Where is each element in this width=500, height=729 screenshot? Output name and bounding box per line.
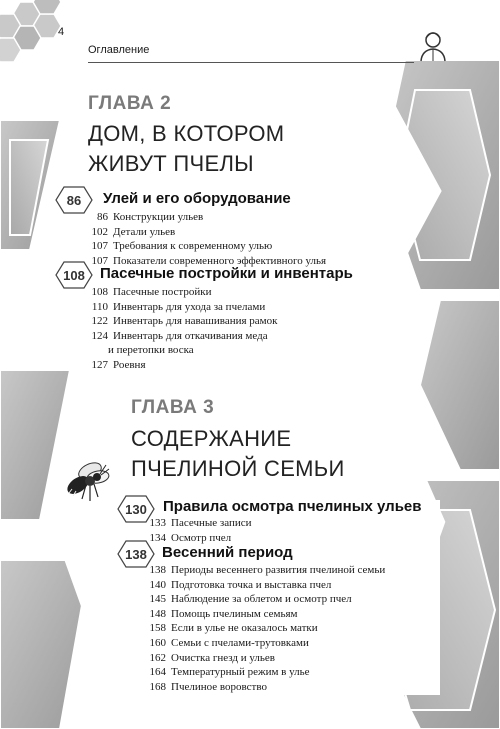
entry-page: 102 <box>91 225 108 238</box>
entry-page: 148 <box>149 607 166 620</box>
section-page-number: 138 <box>125 547 147 562</box>
beekeeper-icon <box>418 30 448 62</box>
bee-icon <box>60 455 114 511</box>
entry-text: Осмотр пчел <box>171 531 232 544</box>
toc-entry[interactable] <box>140 636 385 651</box>
toc-entry[interactable] <box>82 300 277 315</box>
chapter-2-label: ГЛАВА 2 <box>88 93 172 114</box>
toc-entry[interactable] <box>140 516 252 531</box>
entry-page: 140 <box>149 578 166 591</box>
toc-entry-continuation[interactable] <box>108 343 277 358</box>
toc-entry[interactable] <box>82 285 277 300</box>
section-entries <box>82 210 326 268</box>
entry-text: Пасечные записи <box>171 517 252 529</box>
toc-entry[interactable] <box>82 358 277 373</box>
toc-entry[interactable] <box>140 592 385 607</box>
entry-text: Очистка гнезд и ульев <box>171 651 276 664</box>
entry-page: 127 <box>91 358 108 371</box>
entry-page: 107 <box>91 254 108 267</box>
toc-entry[interactable] <box>140 621 385 636</box>
toc-entry[interactable] <box>140 531 252 546</box>
entry-text: Показатели современного эффективного улья <box>113 254 327 267</box>
chapter-2-title <box>88 119 284 179</box>
toc-entry[interactable] <box>82 329 277 344</box>
chapter-3-label: ГЛАВА 3 <box>131 397 215 418</box>
page-number: 4 <box>58 26 65 38</box>
entry-text: Конструкции ульев <box>113 211 204 223</box>
section-title: Весенний период <box>162 544 293 561</box>
toc-entry[interactable] <box>140 607 385 622</box>
entry-text: Подготовка точка и выставка пчел <box>171 578 332 591</box>
toc-entry[interactable] <box>82 210 326 225</box>
section-entries <box>82 285 277 373</box>
toc-entry[interactable] <box>82 314 277 329</box>
entry-page: 124 <box>91 329 108 342</box>
entry-text: Периоды весеннего развития пчелиной семьи <box>171 564 386 576</box>
entry-text: Пасечные постройки <box>113 286 212 298</box>
entry-page: 86 <box>97 211 108 223</box>
entry-page: 107 <box>91 240 108 253</box>
section-title: Правила осмотра пчелиных ульев <box>163 498 422 515</box>
chapter-3-title-line-1: СОДЕРЖАНИЕ <box>131 426 292 451</box>
entry-text: Пчелиное воровство <box>171 680 267 693</box>
entry-text: Инвентарь для навашивания рамок <box>113 315 278 328</box>
entry-text: и перетопки воска <box>108 344 194 357</box>
entry-text: Требования к современному улью <box>113 240 273 253</box>
entry-page: 164 <box>149 666 166 679</box>
section-entries <box>140 516 252 545</box>
entry-text: Инвентарь для откачивания меда <box>113 329 268 342</box>
entry-page: 158 <box>149 622 166 635</box>
chapter-3-title <box>131 424 345 484</box>
entry-page: 168 <box>149 680 166 693</box>
chapter-2-title-line-2: ЖИВУТ ПЧЕЛЫ <box>88 151 254 176</box>
toc-entry[interactable] <box>140 665 385 680</box>
section-title: Пасечные постройки и инвентарь <box>100 265 353 282</box>
toc-entry[interactable] <box>82 239 326 254</box>
entry-page: 138 <box>149 564 166 576</box>
entry-page: 145 <box>149 593 166 606</box>
entry-text: Инвентарь для ухода за пчелами <box>113 300 266 313</box>
section-title: Улей и его оборудование <box>103 190 291 207</box>
entry-text: Детали ульев <box>113 225 176 238</box>
running-head: Оглавление <box>88 44 150 56</box>
section-entries <box>140 563 385 694</box>
entry-text: Температурный режим в улье <box>171 666 310 679</box>
entry-page: 160 <box>149 636 166 649</box>
toc-entry[interactable] <box>140 578 385 593</box>
toc-entry[interactable] <box>82 225 326 240</box>
entry-text: Семьи с пчелами-трутовками <box>171 636 309 649</box>
chapter-2-title-line-1: ДОМ, В КОТОРОМ <box>88 121 285 146</box>
toc-entry[interactable] <box>140 651 385 666</box>
header-rule <box>88 62 414 63</box>
entry-page: 122 <box>91 315 108 328</box>
entry-page: 134 <box>149 531 166 544</box>
toc-entry[interactable] <box>140 563 385 578</box>
entry-page: 110 <box>91 300 108 313</box>
section-page-number: 108 <box>63 268 85 283</box>
entry-text: Наблюдение за облетом и осмотр пчел <box>171 593 352 606</box>
section-page-number: 86 <box>66 193 82 208</box>
entry-text: Помощь пчелиным семьям <box>171 607 298 620</box>
section-page-number: 130 <box>125 502 147 517</box>
toc-entry[interactable] <box>140 680 385 695</box>
chapter-3-title-line-2: ПЧЕЛИНОЙ СЕМЬИ <box>131 456 345 481</box>
entry-page: 133 <box>149 517 166 529</box>
entry-page: 108 <box>91 286 108 298</box>
entry-page: 162 <box>149 651 166 664</box>
entry-text: Если в улье не оказалось матки <box>171 622 318 635</box>
entry-text: Роевня <box>113 358 146 371</box>
